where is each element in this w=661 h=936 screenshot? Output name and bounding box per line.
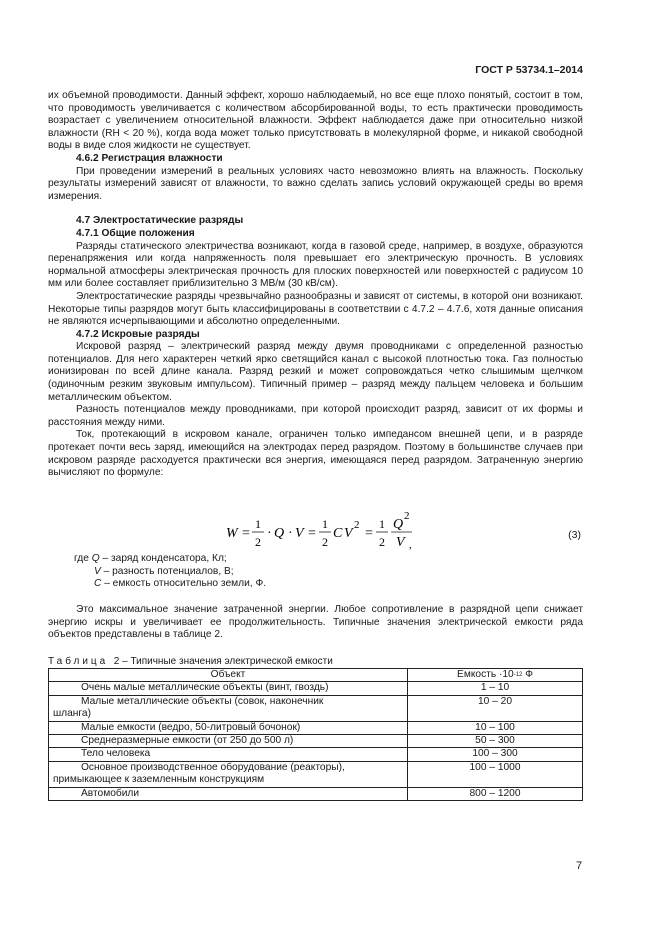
heading-4-7-1: 4.7.1 Общие положения [76, 227, 195, 239]
formula-den-1: 2 [255, 535, 261, 549]
formula-num-2: 1 [322, 517, 328, 531]
formula-exp-2: 2 [404, 510, 410, 522]
paragraph-4-6-2: При проведении измерений в реальных условиях часто невозможно влиять на влажность. Поскольку результаты измерений зависят от влажности, то важно сделать запись условий окружающей среды во время измерения. [48, 165, 583, 202]
table-row [49, 787, 583, 800]
paragraph-4-7-1-b: Электростатические разряды чрезвычайно разнообразны и зависят от системы, в которой они возникают. Некоторые типы разрядов могут быть классифицированы в соответствии с 4.7.2 – 4.7.6, хотя данные описания не являются исчерпывающими и абсолютно определенными. [48, 290, 583, 328]
table-cell-object: Тело человека [49, 748, 408, 761]
table-cell-object: Очень малые металлические объекты (винт, гвоздь) [49, 682, 408, 695]
table-row [49, 682, 583, 695]
paragraph-4-7-1-a: Разряды статического электричества возникают, когда в газовой среде, например, в воздухе, образуются перенапряжения или когда напряженность поля превышает его электрическую прочность. В условиях нормальной атмосферы электрическая прочность для плоских поверхностей или поверхностей с радиусом 10 мм или более составляет приблизительно 3 МВ/м (30 кВ/см). [48, 240, 583, 290]
main-text-block [48, 90, 583, 480]
formula-eq-3: = [365, 526, 373, 541]
formula-lhs: W [226, 526, 238, 541]
formula-den-2: 2 [322, 535, 328, 549]
definition-v: V – разность потенциалов, В; [94, 565, 234, 577]
table-cell-value: 100 – 1000 [408, 761, 583, 787]
formula-dot-1: · [267, 526, 272, 541]
formula-comma: , [409, 539, 412, 551]
table-cell-object: Автомобили [49, 787, 408, 800]
formula-c: C [333, 526, 343, 541]
formula-num-3: 1 [379, 517, 385, 531]
table-cell-value: 10 – 100 [408, 721, 583, 734]
standard-header: ГОСТ Р 53734.1–2014 [475, 64, 583, 76]
formula-eq-1: = [242, 526, 250, 541]
heading-4-7-2: 4.7.2 Искровые разряды [76, 328, 200, 340]
heading-4-7: 4.7 Электростатические разряды [76, 215, 244, 227]
heading-4-6-2: 4.6.2 Регистрация влажности [76, 152, 223, 164]
formula-den-3: 2 [379, 535, 385, 549]
table-cell-object: Малые металлические объекты (совок, наконечник шланга) [49, 695, 408, 721]
table-cell-object: Среднеразмерные емкости (от 250 до 500 л) [49, 735, 408, 748]
paragraph-4-7-2-a: Искровой разряд – электрический разряд между двумя проводниками с определенной разностью потенциалов. Для него характерен четкий ярко светящийся канал с высокой плотностью тока. Газ полностью ионизирован по всей длине канала. Разряд резкий и может сопровождаться четко слышимым щелчком (одиночным резким звуковым импульсом). Типичный пример – разряд между пальцем человека и большим металлическим объектом. [48, 341, 583, 403]
formula-v-2: V [344, 526, 353, 541]
table-row [49, 761, 583, 787]
intro-paragraph: их объемной проводимости. Данный эффект, хорошо наблюдаемый, но все еще плохо понятый, состоит в том, что проводимость увеличивается с количеством абсорбированной воды, то есть практически проводимость возрастает с увеличением относительной влажности. Эффект наблюдается даже при относительно низкой влажности (RH < 20 %), когда вода может только присутствовать в молекулярной форме, и никакой свободной воды в виде слоя жидкости не существует. [48, 90, 583, 152]
equation-number: (3) [568, 529, 581, 541]
formula-num-1: 1 [255, 517, 261, 531]
table-caption: Таблица 2 – Типичные значения электрической емкости [48, 656, 333, 667]
formula-q: Q [274, 526, 285, 541]
paragraph-4-7-2-c: Ток, протекающий в искровом канале, ограничен только импедансом внешней цепи, и в разряде протекает почти весь заряд, имеющийся на электродах перед разрядом. Поэтому в большинстве случаев при искровом разряде расходуется практически вся энергия, имеющаяся перед разрядом. Затраченную энергию вычисляют по формуле: [48, 429, 583, 479]
column-header-capacity: Емкость $\cdot 10^{-12}$ Ф [408, 669, 583, 682]
formula-exp-1: 2 [354, 519, 360, 531]
table-cell-object: Малые емкости (ведро, 50-литровый бочонок) [49, 721, 408, 734]
formula-dot-2: · [288, 526, 293, 541]
energy-text-block [48, 604, 583, 642]
table-row [49, 748, 583, 761]
definition-q: где Q – заряд конденсатора, Кл; [74, 553, 227, 564]
paragraph-4-7-2-b: Разность потенциалов между проводниками, при которой происходит разряд, зависит от их формы и расстояния между ними. [48, 404, 583, 428]
formula-v: V [295, 526, 304, 541]
table-row [49, 695, 583, 721]
definition-c: C – емкость относительно земли, Ф. [94, 578, 267, 590]
table-cell-value: 100 – 300 [408, 748, 583, 761]
column-header-object: Объект [49, 669, 408, 682]
capacitance-table [48, 668, 583, 801]
formula-den-v: V [396, 535, 405, 550]
formula-num-q: Q [393, 517, 404, 532]
paragraph-energy: Это максимальное значение затраченной энергии. Любое сопротивление в разрядной цепи снижает энергию искры и увеличивает ее продолжительность. Типичные значения электрической емкости ряда объектов представлены в таблице 2. [48, 604, 583, 641]
table-row [49, 721, 583, 734]
spacer [48, 203, 583, 215]
table-row [49, 735, 583, 748]
page-number: 7 [576, 860, 583, 872]
table-cell-value: 10 – 20 [408, 695, 583, 721]
table-header-row [49, 669, 583, 682]
table-cell-value: 800 – 1200 [408, 787, 583, 800]
formula-definitions [74, 553, 266, 591]
table-cell-object: Основное производственное оборудование (реакторы), примыкающее к заземленным конструкциям [49, 761, 408, 787]
formula-eq-2: = [308, 526, 316, 541]
energy-formula [48, 508, 583, 554]
table-cell-value: 1 – 10 [408, 682, 583, 695]
table-cell-value: 50 – 300 [408, 735, 583, 748]
